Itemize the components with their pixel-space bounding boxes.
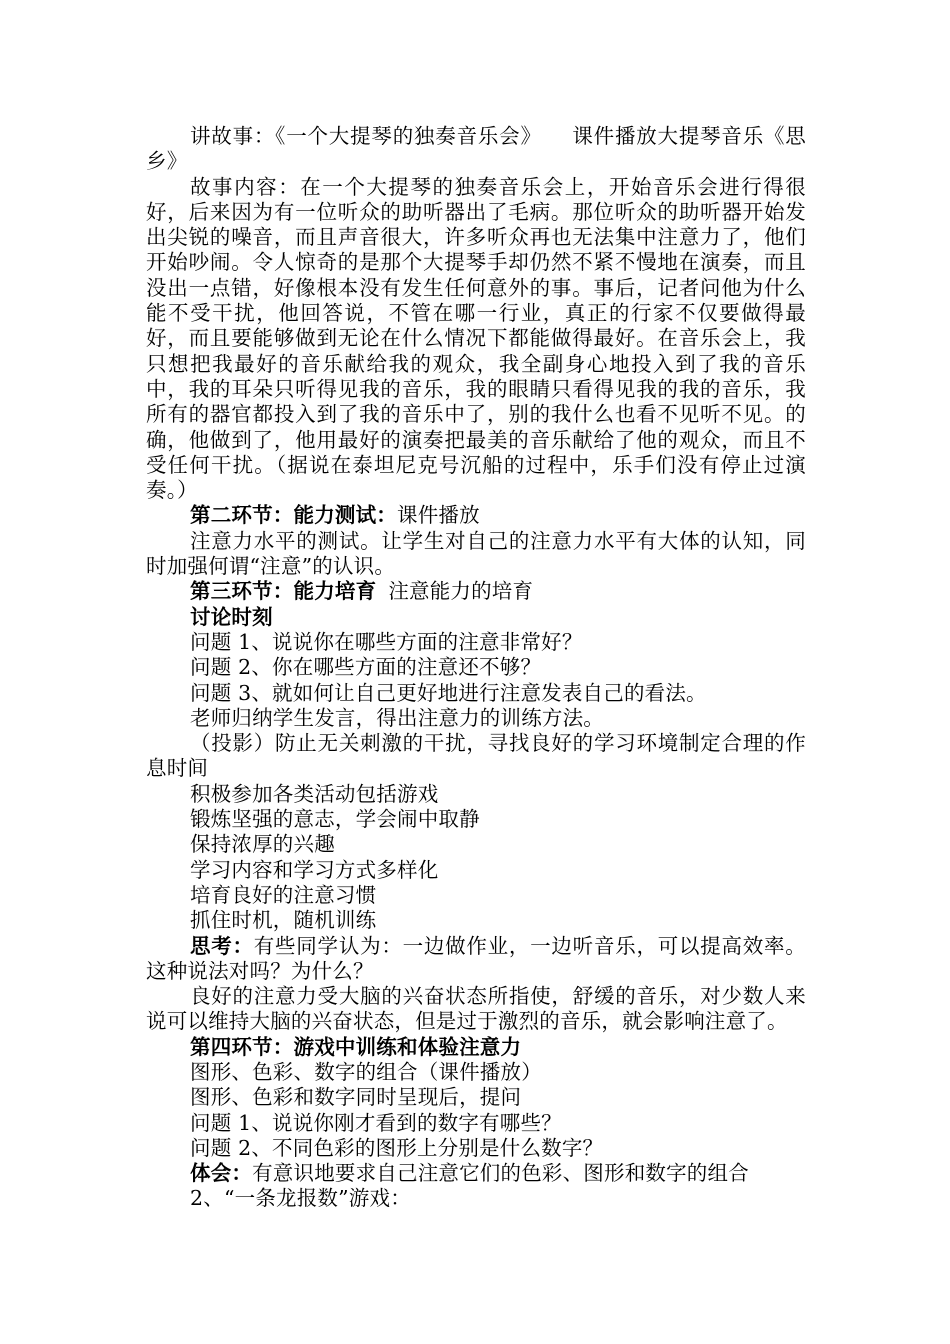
section-2-note: 课件播放	[397, 503, 480, 528]
section-2-heading: 第二环节：能力测试：	[190, 503, 397, 528]
section-3-heading: 第三环节：能力培育	[190, 579, 377, 604]
document-body	[146, 124, 806, 1212]
question-3: 问题 3、就如何让自己更好地进行注意发表自己的看法。	[190, 680, 707, 705]
method-item: 培育良好的注意习惯	[190, 882, 377, 907]
game-question-1: 问题 1、说说你刚才看到的数字有哪些？	[190, 1110, 562, 1135]
method-item: 积极参加各类活动包括游戏	[190, 781, 439, 806]
story-intro	[146, 124, 806, 175]
section-3-note: 注意能力的培育	[388, 579, 534, 604]
feel-text: 有意识地要求自己注意它们的色彩、图形和数字的组合	[252, 1161, 749, 1186]
game-2: 2、“一条龙报数”游戏：	[190, 1186, 411, 1211]
projection-method: （投影）防止无关刺激的干扰，寻找良好的学习环境制定合理的作息时间	[146, 731, 806, 781]
method-item: 锻炼坚强的意志，学会闹中取静	[190, 807, 480, 832]
game-item: 图形、色彩和数字同时呈现后，提问	[190, 1085, 522, 1110]
section-4-heading: 第四环节：游戏中训练和体验注意力	[190, 1034, 522, 1059]
think-text: 有些同学认为：一边做作业，一边听音乐，可以提高效率。这种说法对吗？为什么？	[146, 933, 806, 983]
story-title: 讲故事：《一个大提琴的独奏音乐会》	[190, 124, 542, 148]
method-item: 抓住时机，随机训练	[190, 908, 377, 933]
think-paragraph	[146, 934, 806, 985]
courseware-note: 课件播放大提琴音乐《思乡》	[146, 124, 807, 174]
game-item: 图形、色彩、数字的组合（课件播放）	[190, 1059, 542, 1084]
method-item: 保持浓厚的兴趣	[190, 832, 335, 857]
feel-paragraph	[146, 1161, 806, 1186]
section-3	[146, 579, 806, 604]
section-2	[146, 503, 806, 528]
attention-test: 注意力水平的测试。让学生对自己的注意力水平有大体的认知，同时加强何谓“注意”的认识。	[146, 528, 806, 579]
question-2: 问题 2、你在哪些方面的注意还不够？	[190, 655, 542, 680]
story-content: 故事内容：在一个大提琴的独奏音乐会上，开始音乐会进行得很好，后来因为有一位听众的助听器出了毛病。那位听众的助听器开始发出尖锐的噪音，而且声音很大，许多听众再也无法集中注意力了，他们开始吵闹。令人惊奇的是那个大提琴手却仍然不紧不慢地在演奏，而且没出一点错，好像根本没有发生任何意外的事。事后，记者问他为什么能不受干扰，他回答说，不管在哪一行业，真正的行家不仅要做得最好，而且要能够做到无论在什么情况下都能做得最好。在音乐会上，我只想把我最好的音乐献给我的观众，我全副身心地投入到了我的音乐中，我的耳朵只听得见我的音乐，我的眼睛只看得见我的我的音乐，我所有的器官都投入到了我的音乐中了，别的我什么也看不见听不见。的确，他做到了，他用最好的演奏把最美的音乐献给了他的观众，而且不受任何干扰。（据说在泰坦尼克号沉船的过程中，乐手们没有停止过演奏。）	[146, 174, 806, 503]
method-item: 学习内容和学习方式多样化	[190, 857, 439, 882]
teacher-summary: 老师归纳学生发言，得出注意力的训练方法。	[190, 705, 604, 730]
question-1: 问题 1、说说你在哪些方面的注意非常好？	[190, 629, 583, 654]
think-answer: 良好的注意力受大脑的兴奋状态所指使，舒缓的音乐，对少数人来说可以维持大脑的兴奋状态，但是过于激烈的音乐，就会影响注意了。	[146, 984, 806, 1034]
feel-heading: 体会：	[190, 1161, 253, 1186]
game-question-2: 问题 2、不同色彩的图形上分别是什么数字？	[190, 1135, 604, 1160]
think-heading: 思考：	[190, 933, 254, 958]
discussion-heading: 讨论时刻	[190, 604, 273, 629]
